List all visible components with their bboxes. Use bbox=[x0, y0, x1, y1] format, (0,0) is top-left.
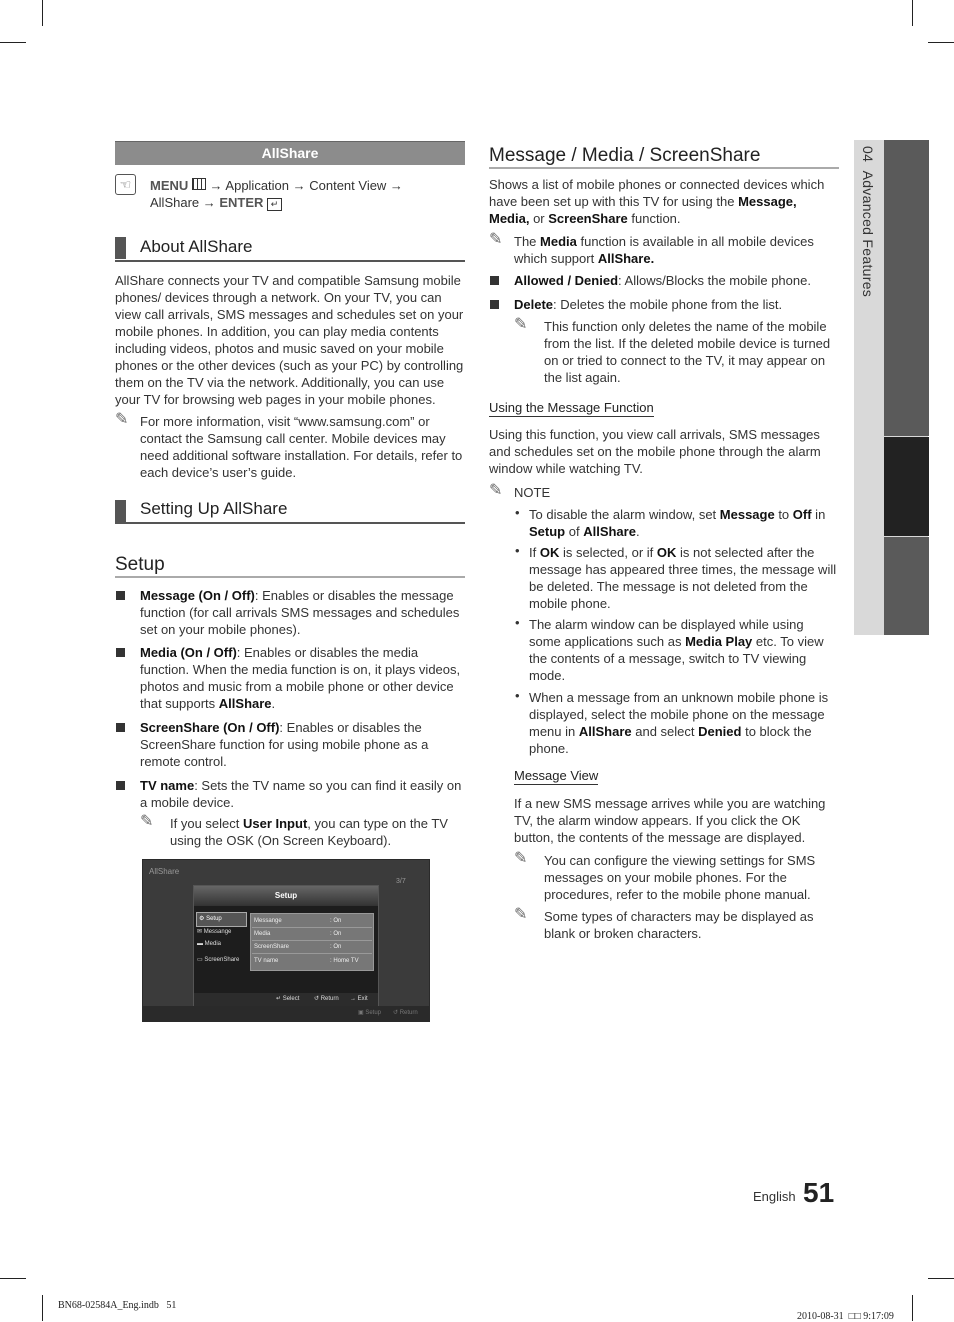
menu-path-allshare: AllShare → bbox=[150, 195, 216, 210]
setup-item-media bbox=[140, 644, 465, 712]
footer-boxes: □□ bbox=[848, 1311, 861, 1322]
tv-setting-value: : On bbox=[330, 918, 342, 924]
bold: Allowed / Denied bbox=[514, 273, 619, 288]
bold: Denied bbox=[698, 724, 742, 739]
delete-note: This function only deletes the name of the mobile from the list. If the deleted mobile device is turned on or tried to connect to the TV, it may appear on the list again. bbox=[544, 319, 831, 385]
tv-bottom-bar bbox=[143, 1006, 429, 1021]
note-pencil-icon: ✎ bbox=[514, 906, 528, 923]
tv-bottom-return bbox=[393, 1006, 418, 1021]
bold: Setup bbox=[529, 524, 566, 539]
text: . bbox=[635, 524, 640, 539]
bullet-square bbox=[116, 591, 125, 600]
text: : Deletes the mobile phone from the list. bbox=[553, 297, 783, 312]
tv-dialog-title: Setup bbox=[274, 891, 298, 900]
bold: AllShare bbox=[578, 724, 632, 739]
bullet-square bbox=[490, 300, 499, 309]
tv-menu-label: Media bbox=[204, 941, 222, 947]
crop-mark bbox=[0, 42, 26, 43]
item-text: : Enables or disables the media function. When the media function is on, it plays videos, photos and music from a mobile phone or other device that supports bbox=[140, 645, 461, 711]
right-heading: Message / Media / ScreenShare bbox=[489, 145, 761, 166]
tv-page: 3/7 bbox=[396, 878, 406, 885]
tv-setting-row[interactable] bbox=[252, 928, 372, 941]
view-heading: Message View bbox=[514, 768, 599, 783]
view-text: If a new SMS message arrives while you are watching TV, the alarm window appears. If you click the OK button, the contents of the message are displayed. bbox=[514, 796, 826, 845]
note-bullet-2 bbox=[529, 544, 837, 612]
crop-mark bbox=[928, 1278, 954, 1279]
text: is selected, or if bbox=[559, 545, 657, 560]
right-intro bbox=[489, 176, 837, 227]
using-heading: Using the Message Function bbox=[489, 400, 654, 415]
item-text: : Sets the TV name so you can find it easily on a mobile device. bbox=[140, 778, 462, 810]
item-text: : Enables or disables the message function (for call arrivals SMS messages and schedules set on your mobile phones). bbox=[140, 588, 460, 637]
setup-item-screenshare bbox=[140, 719, 465, 770]
allshare-bar-title: AllShare bbox=[261, 145, 319, 161]
footer-language: English bbox=[753, 1189, 796, 1204]
note-pencil-icon: ✎ bbox=[489, 231, 503, 248]
tv-setting-name: Messange bbox=[254, 918, 282, 924]
about-body: connects your TV and compatible Samsung mobile phones/ devices through a network. On your TV, you can view call arrivals, SMS messages and schedules set on your mobile phones. In addition, you can play media contents including videos, photos and music saved on your mobile phones or the other devices (such as your PC) by controlling them on the TV via the network. Additionally, you can use your TV for browsing web pages in your mobile phones. bbox=[115, 273, 464, 407]
bullet-dot: • bbox=[515, 688, 520, 703]
text: to block the phone. bbox=[529, 724, 812, 756]
tv-menu-item-screenshare[interactable] bbox=[197, 956, 239, 963]
text: etc. To view the contents of a message, switch to TV viewing mode. bbox=[529, 634, 824, 683]
page-number: 51 bbox=[803, 1177, 835, 1208]
section-marker bbox=[115, 500, 126, 522]
text: Shows a list of mobile phones or connected devices which have been set up with this TV for using the bbox=[489, 177, 825, 209]
setup-item-message bbox=[140, 587, 465, 638]
a-button-icon: ▣ bbox=[358, 1010, 364, 1016]
text: in bbox=[811, 507, 826, 522]
crop-mark bbox=[42, 0, 43, 26]
bold: OK bbox=[539, 545, 560, 560]
tv-setting-name: ScreenShare bbox=[254, 944, 290, 950]
sidebar-tab bbox=[884, 537, 929, 635]
text: The alarm window can be displayed while using some applications such as bbox=[529, 617, 804, 649]
text: to bbox=[774, 507, 793, 522]
note-bullet-4 bbox=[529, 689, 837, 757]
tv-menu-item-media[interactable] bbox=[197, 941, 221, 947]
crop-mark bbox=[928, 42, 954, 43]
tv-footer-select bbox=[276, 993, 299, 1006]
item-label: Media (On / Off) bbox=[140, 645, 237, 660]
setup-heading: Setup bbox=[115, 554, 165, 575]
footer-date: 2010-08-31 bbox=[797, 1311, 844, 1322]
item-label: ScreenShare (On / Off) bbox=[140, 720, 280, 735]
tv-setting-value: : Home TV bbox=[330, 958, 359, 964]
bullet-square bbox=[116, 723, 125, 732]
tv-settings-table bbox=[250, 913, 374, 971]
text: and select bbox=[631, 724, 699, 739]
text: If bbox=[529, 545, 540, 560]
text: function. bbox=[627, 211, 681, 226]
tv-dialog-footer bbox=[194, 993, 378, 1006]
item-label: Message (On / Off) bbox=[140, 588, 255, 603]
crop-mark bbox=[912, 0, 913, 26]
tv-menu-label: Messange bbox=[203, 929, 232, 935]
note-pencil-icon: ✎ bbox=[115, 411, 129, 428]
delete-item bbox=[514, 296, 834, 313]
menu-path-enter: ENTER bbox=[219, 195, 264, 210]
bold: Media Play bbox=[685, 634, 753, 649]
about-heading: About AllShare bbox=[140, 237, 253, 256]
tv-dialog bbox=[193, 885, 379, 1008]
menu-path-middle: → Application → Content View → bbox=[205, 178, 403, 193]
bullet-square bbox=[490, 276, 499, 285]
tv-menu-label: Setup bbox=[206, 916, 222, 922]
note-text: If you select bbox=[170, 816, 243, 831]
item-tail: . bbox=[271, 696, 276, 711]
tv-menu-label: ScreenShare bbox=[204, 957, 240, 963]
section-rule bbox=[115, 260, 465, 262]
bold: OK bbox=[656, 545, 677, 560]
bold: AllShare bbox=[583, 524, 636, 539]
media-icon: ▬ bbox=[197, 941, 203, 947]
tv-setting-row[interactable] bbox=[252, 955, 372, 967]
return-icon: ↺ bbox=[393, 1010, 399, 1016]
bullet-square bbox=[116, 648, 125, 657]
tv-menu-item-setup[interactable] bbox=[196, 912, 247, 927]
gear-icon: ⚙ bbox=[199, 916, 205, 922]
item-label: TV name bbox=[140, 778, 195, 793]
note-pencil-icon: ✎ bbox=[489, 482, 503, 499]
section-marker bbox=[115, 237, 126, 259]
tv-setting-value: : On bbox=[330, 931, 342, 937]
text: function is available in all mobile devices which support bbox=[514, 234, 814, 266]
footer-file: BN68-02584A_Eng.indb 51 bbox=[58, 1300, 177, 1311]
note-text: , you can type on the TV using the OSK (On Screen Keyboard). bbox=[170, 816, 448, 848]
note-pencil-icon: ✎ bbox=[514, 316, 528, 333]
view-note-1: You can configure the viewing settings for SMS messages on your mobile phones. For the procedures, refer to the mobile phone manual. bbox=[544, 853, 816, 902]
tv-setting-row[interactable] bbox=[252, 941, 372, 954]
view-note-2: Some types of characters may be displayed as blank or broken characters. bbox=[544, 909, 814, 941]
chapter-label bbox=[860, 146, 876, 297]
chapter-number: 04 bbox=[860, 146, 876, 163]
envelope-icon: ✉ bbox=[197, 929, 203, 935]
note-pencil-icon: ✎ bbox=[514, 850, 528, 867]
about-lead: AllShare bbox=[115, 273, 165, 288]
about-note: For more information, visit “www.samsung.com” or contact the Samsung call center. Mobile devices may need additional software installation. For details, refer to each device’s user’s guide. bbox=[140, 414, 463, 480]
tv-screenshot bbox=[142, 859, 430, 1022]
return-icon: ↺ bbox=[314, 996, 320, 1002]
note-pencil-icon: ✎ bbox=[140, 813, 154, 830]
sidebar-tab-active bbox=[884, 437, 929, 536]
text: of bbox=[565, 524, 584, 539]
tv-footer-return bbox=[314, 993, 339, 1006]
bold: Media bbox=[540, 234, 577, 249]
note-bullet-3 bbox=[529, 616, 837, 684]
bullet-dot: • bbox=[515, 615, 520, 630]
tv-title: AllShare bbox=[149, 867, 180, 876]
text: is not selected after the message has appeared three times, the message will be deleted. The message is not deleted from the mobile phone. bbox=[529, 545, 837, 611]
tv-bottom-label: Return bbox=[399, 1010, 418, 1016]
bold: Off bbox=[792, 507, 812, 522]
menu-hand-icon: ☜ bbox=[115, 174, 136, 195]
note-label: NOTE bbox=[514, 485, 551, 500]
tv-bottom-label: Setup bbox=[365, 1010, 382, 1016]
tv-menu-item-message[interactable] bbox=[197, 928, 231, 935]
bold: Message bbox=[719, 507, 775, 522]
menu-path bbox=[150, 177, 450, 211]
text: To disable the alarm window, set bbox=[529, 507, 720, 522]
note-bullet-1 bbox=[529, 506, 837, 540]
text: When a message from an unknown mobile phone is displayed, select the mobile phone on the message menu in bbox=[529, 690, 829, 739]
section-rule bbox=[115, 522, 465, 524]
footer-time: 9:17:09 bbox=[863, 1311, 894, 1322]
bold: AllShare. bbox=[597, 251, 655, 266]
setting-heading: Setting Up AllShare bbox=[140, 499, 288, 518]
screen-icon: ▭ bbox=[197, 957, 203, 963]
tv-footer-exit bbox=[350, 993, 368, 1006]
chapter-title: Advanced Features bbox=[860, 170, 876, 298]
bullet-square bbox=[116, 781, 125, 790]
tv-setting-name: TV name bbox=[254, 958, 279, 964]
bullet-dot: • bbox=[515, 543, 520, 558]
tv-footer-label: Select bbox=[282, 996, 300, 1002]
allowed-item bbox=[514, 272, 834, 289]
tvname-note bbox=[170, 815, 462, 849]
setup-item-tvname bbox=[140, 777, 465, 811]
item-tail-bold: AllShare bbox=[218, 696, 272, 711]
bold: ScreenShare bbox=[548, 211, 628, 226]
item-text: : Enables or disables the ScreenShare function for using mobile phone as a remote control. bbox=[140, 720, 429, 769]
tv-setting-name: Media bbox=[254, 931, 271, 937]
crop-mark bbox=[42, 1295, 43, 1321]
setup-rule bbox=[115, 576, 465, 578]
exit-icon: → bbox=[350, 996, 356, 1002]
right-heading-rule bbox=[489, 167, 839, 169]
enter-icon: ↵ bbox=[276, 996, 282, 1002]
using-text: Using this function, you view call arrivals, SMS messages and schedules set on the mobile phone through the alarm window while watching TV. bbox=[489, 427, 821, 476]
tv-footer-label: Exit bbox=[357, 996, 368, 1002]
media-note bbox=[514, 233, 834, 267]
menu-path-menu: MENU bbox=[150, 178, 189, 193]
tv-setting-row[interactable] bbox=[252, 915, 372, 928]
tv-setting-value: : On bbox=[330, 944, 342, 950]
bullet-dot: • bbox=[515, 505, 520, 520]
text: : Allows/Blocks the mobile phone. bbox=[618, 273, 811, 288]
text: The bbox=[514, 234, 541, 249]
sidebar-tab bbox=[884, 140, 929, 436]
about-text bbox=[115, 272, 467, 408]
bold: Delete bbox=[514, 297, 554, 312]
tv-footer-label: Return bbox=[320, 996, 339, 1002]
footer-timestamp bbox=[792, 1300, 894, 1322]
crop-mark bbox=[0, 1278, 26, 1279]
bold: Message, Media, bbox=[489, 194, 797, 226]
menu-grid-icon bbox=[192, 178, 206, 190]
crop-mark bbox=[912, 1295, 913, 1321]
enter-icon: ↵ bbox=[267, 198, 282, 211]
text: or bbox=[529, 211, 549, 226]
tv-bottom-setup bbox=[358, 1006, 381, 1021]
note-bold: User Input bbox=[242, 816, 308, 831]
